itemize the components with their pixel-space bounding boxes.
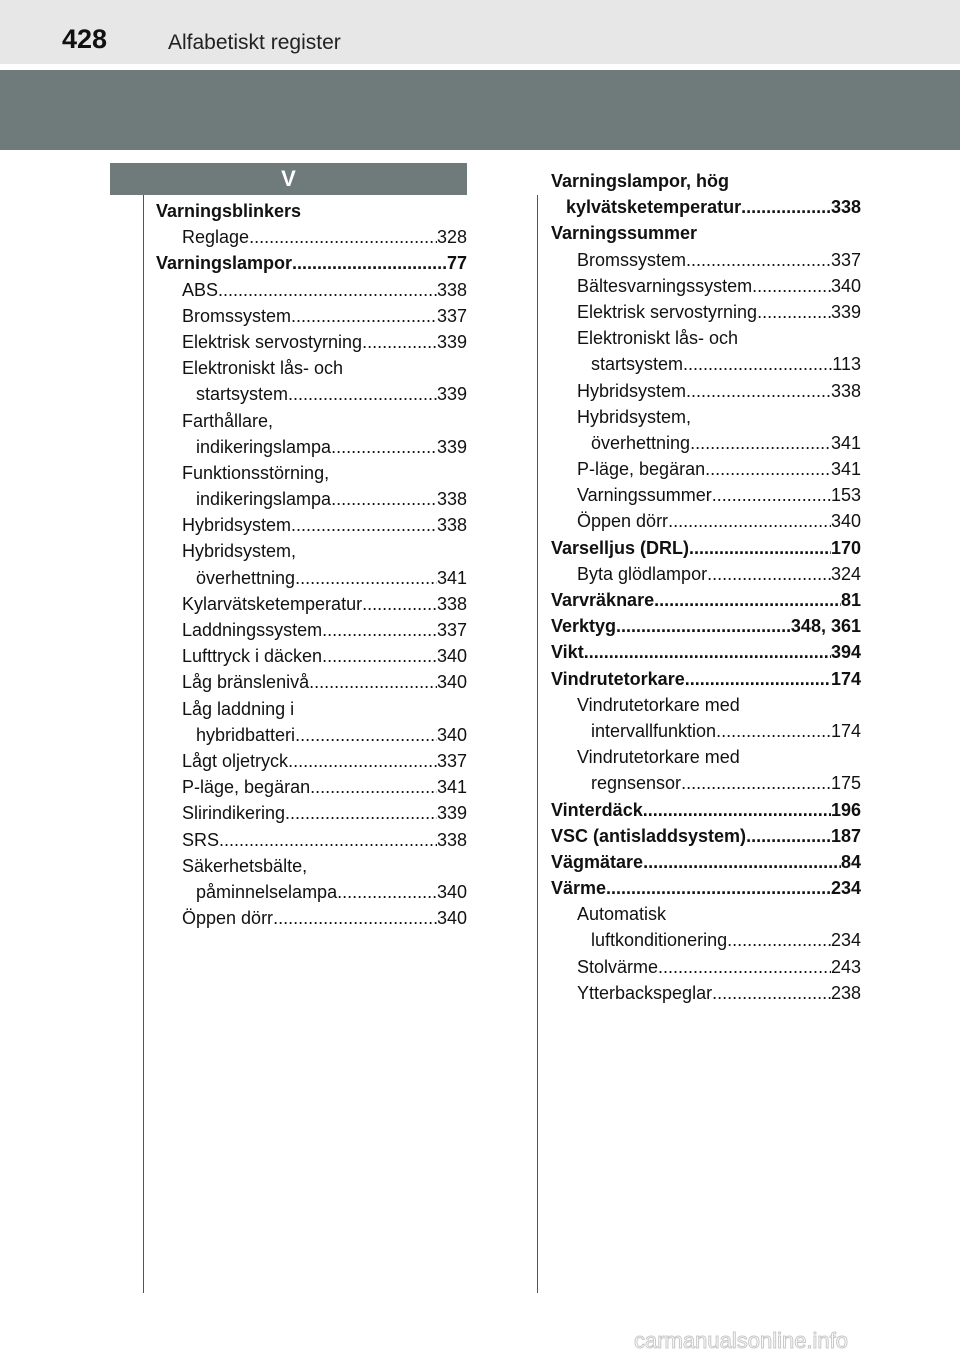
index-entry-page: 341 [830, 459, 861, 480]
index-entry-page: 338 [830, 197, 861, 218]
dot-leader [288, 381, 437, 407]
index-entry [551, 666, 861, 692]
dot-leader [712, 980, 831, 1006]
index-heading: Varningsblinkers [156, 201, 302, 221]
index-heading: Hybridsystem, [577, 406, 692, 427]
index-heading: Hybridsystem, [182, 541, 297, 562]
index-column-left [156, 198, 467, 931]
index-column-right [551, 168, 861, 1006]
dot-leader [654, 587, 841, 613]
index-heading: Automatisk [577, 904, 667, 925]
index-entry-label: startsystem [591, 354, 684, 375]
index-entry-label: Reglage [182, 227, 250, 248]
index-entry-page: 341 [436, 777, 467, 798]
column-divider-right [537, 195, 538, 1293]
column-divider-left [143, 195, 144, 1293]
index-entry-label: P-läge, begäran [577, 459, 706, 480]
index-entry-page: 340 [830, 275, 861, 296]
index-entry-page: 174 [830, 668, 861, 689]
index-entry-label: SRS [182, 829, 220, 850]
dot-leader [295, 565, 437, 591]
dot-leader [690, 430, 831, 456]
dot-leader [685, 666, 831, 692]
index-entry-label: Slirindikering [182, 803, 286, 824]
index-heading: Funktionsstörning, [182, 462, 330, 483]
index-entry-label: överhettning [591, 432, 691, 453]
dot-leader [712, 482, 831, 508]
dot-leader [310, 774, 437, 800]
index-heading: Vindrutetorkare med [577, 747, 740, 768]
index-entry [551, 299, 861, 325]
index-entry-page: 338 [436, 515, 467, 536]
header-banner [0, 70, 960, 150]
index-entry [551, 508, 861, 534]
dot-leader [218, 277, 437, 303]
index-entry [156, 879, 467, 905]
index-entry [551, 770, 861, 796]
index-heading: Säkerhetsbälte, [182, 855, 308, 876]
index-entry-label: VSC (antisladdsystem) [551, 825, 747, 846]
index-entry-page: 339 [436, 384, 467, 405]
index-entry-label: Vägmätare [551, 851, 644, 872]
page-header [0, 0, 960, 64]
index-entry [551, 194, 861, 220]
index-entry-label: överhettning [196, 567, 296, 588]
index-entry-label: P-läge, begäran [182, 777, 311, 798]
index-entry [156, 722, 467, 748]
index-entry [551, 273, 861, 299]
index-entry-page: 348, 361 [790, 616, 861, 637]
index-entry [551, 613, 861, 639]
dot-leader [285, 800, 437, 826]
index-entry [156, 434, 467, 460]
index-entry-page: 340 [436, 908, 467, 929]
index-entry [551, 980, 861, 1006]
index-entry-label: Bromssystem [577, 249, 687, 270]
index-entry-label: Hybridsystem [577, 380, 687, 401]
index-entry [156, 224, 467, 250]
index-entry-label: Lufttryck i däcken [182, 646, 323, 667]
index-entry [551, 456, 861, 482]
index-entry-label: startsystem [196, 384, 289, 405]
dot-leader [331, 486, 437, 512]
index-entry [551, 535, 861, 561]
index-entry [551, 927, 861, 953]
dot-leader [741, 194, 831, 220]
index-entry [156, 565, 467, 591]
index-entry-page: 338 [436, 279, 467, 300]
dot-leader [295, 722, 437, 748]
index-entry-page: 338 [436, 593, 467, 614]
index-entry-page: 340 [436, 672, 467, 693]
index-entry-page: 113 [832, 354, 861, 375]
index-entry [551, 378, 861, 404]
index-entry-label: Vindrutetorkare [551, 668, 685, 689]
index-entry-label: indikeringslampa [196, 489, 332, 510]
index-entry-label: regnsensor [591, 773, 682, 794]
dot-leader [362, 329, 437, 355]
index-entry-page: 340 [436, 724, 467, 745]
index-entry [156, 303, 467, 329]
index-entry-label: Varningssummer [577, 485, 712, 506]
index-entry [156, 748, 467, 774]
index-entry-page: 187 [830, 825, 861, 846]
watermark [634, 1326, 954, 1356]
dot-leader [322, 643, 437, 669]
watermark-text: carmanualsonline.info [634, 1328, 849, 1353]
index-entry-label: Kylarvätsketemperatur [182, 593, 363, 614]
dot-leader [309, 669, 437, 695]
index-entry [156, 774, 467, 800]
index-entry-label: Värme [551, 878, 607, 899]
index-entry [156, 486, 467, 512]
index-entry [156, 827, 467, 853]
index-entry [551, 639, 861, 665]
index-heading: Elektroniskt lås- och [182, 358, 344, 379]
index-entry [156, 591, 467, 617]
index-entry [156, 905, 467, 931]
dot-leader [686, 378, 831, 404]
index-entry-label: indikeringslampa [196, 436, 332, 457]
dot-leader [681, 770, 831, 796]
index-entry [156, 512, 467, 538]
index-entry-label: Låg bränslenivå [182, 672, 310, 693]
index-entry [156, 277, 467, 303]
index-entry [551, 430, 861, 456]
index-entry-label: Bältesvarningssystem [577, 275, 753, 296]
index-heading: Varningslampor, hög [551, 171, 730, 191]
index-entry-page: 84 [840, 851, 861, 872]
index-entry [156, 381, 467, 407]
index-entry [156, 669, 467, 695]
dot-leader [288, 748, 437, 774]
index-entry [551, 823, 861, 849]
index-entry-page: 337 [830, 249, 861, 270]
index-entry-label: Verktyg [551, 616, 617, 637]
index-entry-page: 340 [830, 511, 861, 532]
index-entry-page: 337 [436, 750, 467, 771]
dot-leader [668, 508, 831, 534]
index-entry-page: 153 [830, 485, 861, 506]
dot-leader [606, 875, 831, 901]
index-entry-page: 341 [830, 432, 861, 453]
page-number: 428 [62, 24, 108, 54]
index-entry [156, 329, 467, 355]
index-entry-label: Elektrisk servostyrning [182, 331, 363, 352]
index-entry-page: 339 [830, 301, 861, 322]
index-heading: Varningssummer [551, 223, 698, 244]
index-entry-label: intervallfunktion [591, 720, 717, 741]
index-entry-label: Öppen dörr [182, 908, 274, 929]
index-entry [551, 561, 861, 587]
index-entry-label: Elektrisk servostyrning [577, 301, 758, 322]
index-entry-label: Byta glödlampor [577, 563, 708, 584]
index-entry [551, 875, 861, 901]
dot-leader [273, 905, 437, 931]
dot-leader [705, 456, 831, 482]
index-entry [156, 617, 467, 643]
dot-leader [757, 299, 831, 325]
dot-leader [584, 639, 831, 665]
index-entry-label: Vikt [551, 642, 584, 663]
index-entry-label: Laddningssystem [182, 620, 323, 640]
index-entry-page: 338 [436, 829, 467, 850]
index-entry-page: 339 [436, 803, 467, 824]
index-entry [156, 643, 467, 669]
dot-leader [658, 954, 831, 980]
index-entry-page: 174 [830, 720, 861, 741]
dot-leader [292, 250, 447, 276]
index-entry-label: Vinterdäck [551, 799, 643, 820]
index-entry-page: 196 [830, 799, 861, 820]
index-entry-label: Bromssystem [182, 305, 292, 326]
index-entry [551, 247, 861, 273]
index-entry-label: påminnelselampa [196, 881, 338, 902]
index-entry-page: 328 [436, 227, 467, 248]
dot-leader [752, 273, 831, 299]
dot-leader [689, 535, 831, 561]
index-entry-page: 339 [436, 331, 467, 352]
index-entry-label: Varselljus (DRL) [551, 537, 690, 558]
index-entry-page: 324 [830, 563, 861, 584]
dot-leader [643, 849, 841, 875]
index-entry-page: 340 [436, 881, 467, 902]
index-entry-label: kylvätsketemperatur [566, 197, 742, 218]
dot-leader [322, 617, 437, 643]
index-entry-page: 234 [830, 930, 861, 951]
index-heading: Låg laddning i [182, 698, 295, 719]
index-entry-page: 238 [830, 982, 861, 1003]
index-entry-page: 170 [830, 537, 861, 558]
index-entry-page: 337 [436, 620, 467, 640]
index-entry [156, 800, 467, 826]
index-entry [551, 849, 861, 875]
index-entry [551, 351, 861, 377]
dot-leader [707, 561, 831, 587]
index-entry-page: 338 [830, 380, 861, 401]
dot-leader [362, 591, 437, 617]
index-entry-label: ABS [182, 279, 219, 300]
index-entry-label: Öppen dörr [577, 511, 669, 532]
section-letter-tab: V [110, 163, 467, 195]
index-entry-page: 77 [446, 253, 467, 274]
dot-leader [643, 797, 831, 823]
dot-leader [291, 512, 437, 538]
index-entry-page: 394 [830, 642, 861, 663]
index-entry-label: Varningslampor [156, 253, 293, 274]
dot-leader [616, 613, 791, 639]
dot-leader [249, 224, 437, 250]
index-entry-page: 175 [830, 773, 861, 794]
index-entry-page: 81 [840, 590, 861, 610]
dot-leader [219, 827, 437, 853]
index-entry-page: 337 [436, 305, 467, 326]
index-entry-page: 340 [436, 646, 467, 667]
index-entry [551, 718, 861, 744]
dot-leader [727, 927, 831, 953]
dot-leader [686, 247, 831, 273]
index-entry [156, 250, 467, 276]
index-entry [551, 587, 861, 613]
dot-leader [746, 823, 831, 849]
index-entry-page: 338 [436, 489, 467, 510]
dot-leader [337, 879, 437, 905]
index-entry [551, 797, 861, 823]
index-heading: Elektroniskt lås- och [577, 328, 739, 349]
index-heading: Farthållare, [182, 410, 274, 431]
index-entry [551, 482, 861, 508]
index-heading: Vindrutetorkare med [577, 694, 740, 715]
index-entry-label: Stolvärme [577, 956, 659, 977]
index-entry-label: Lågt oljetryck [182, 750, 289, 771]
index-entry-page: 339 [436, 436, 467, 457]
index-entry-page: 234 [830, 878, 861, 899]
index-entry-label: hybridbatteri [196, 724, 296, 745]
index-entry-page: 243 [830, 956, 861, 977]
dot-leader [331, 434, 437, 460]
dot-leader [291, 303, 437, 329]
index-entry-label: Ytterbackspeglar [577, 982, 713, 1003]
index-entry-label: luftkonditionering [591, 930, 728, 951]
index-entry [551, 954, 861, 980]
page-title: Alfabetiskt register [168, 31, 341, 54]
index-entry-label: Hybridsystem [182, 515, 292, 536]
dot-leader [716, 718, 831, 744]
index-entry-page: 341 [436, 567, 467, 588]
dot-leader [683, 351, 832, 377]
index-entry-label: Varvräknare [551, 590, 655, 610]
